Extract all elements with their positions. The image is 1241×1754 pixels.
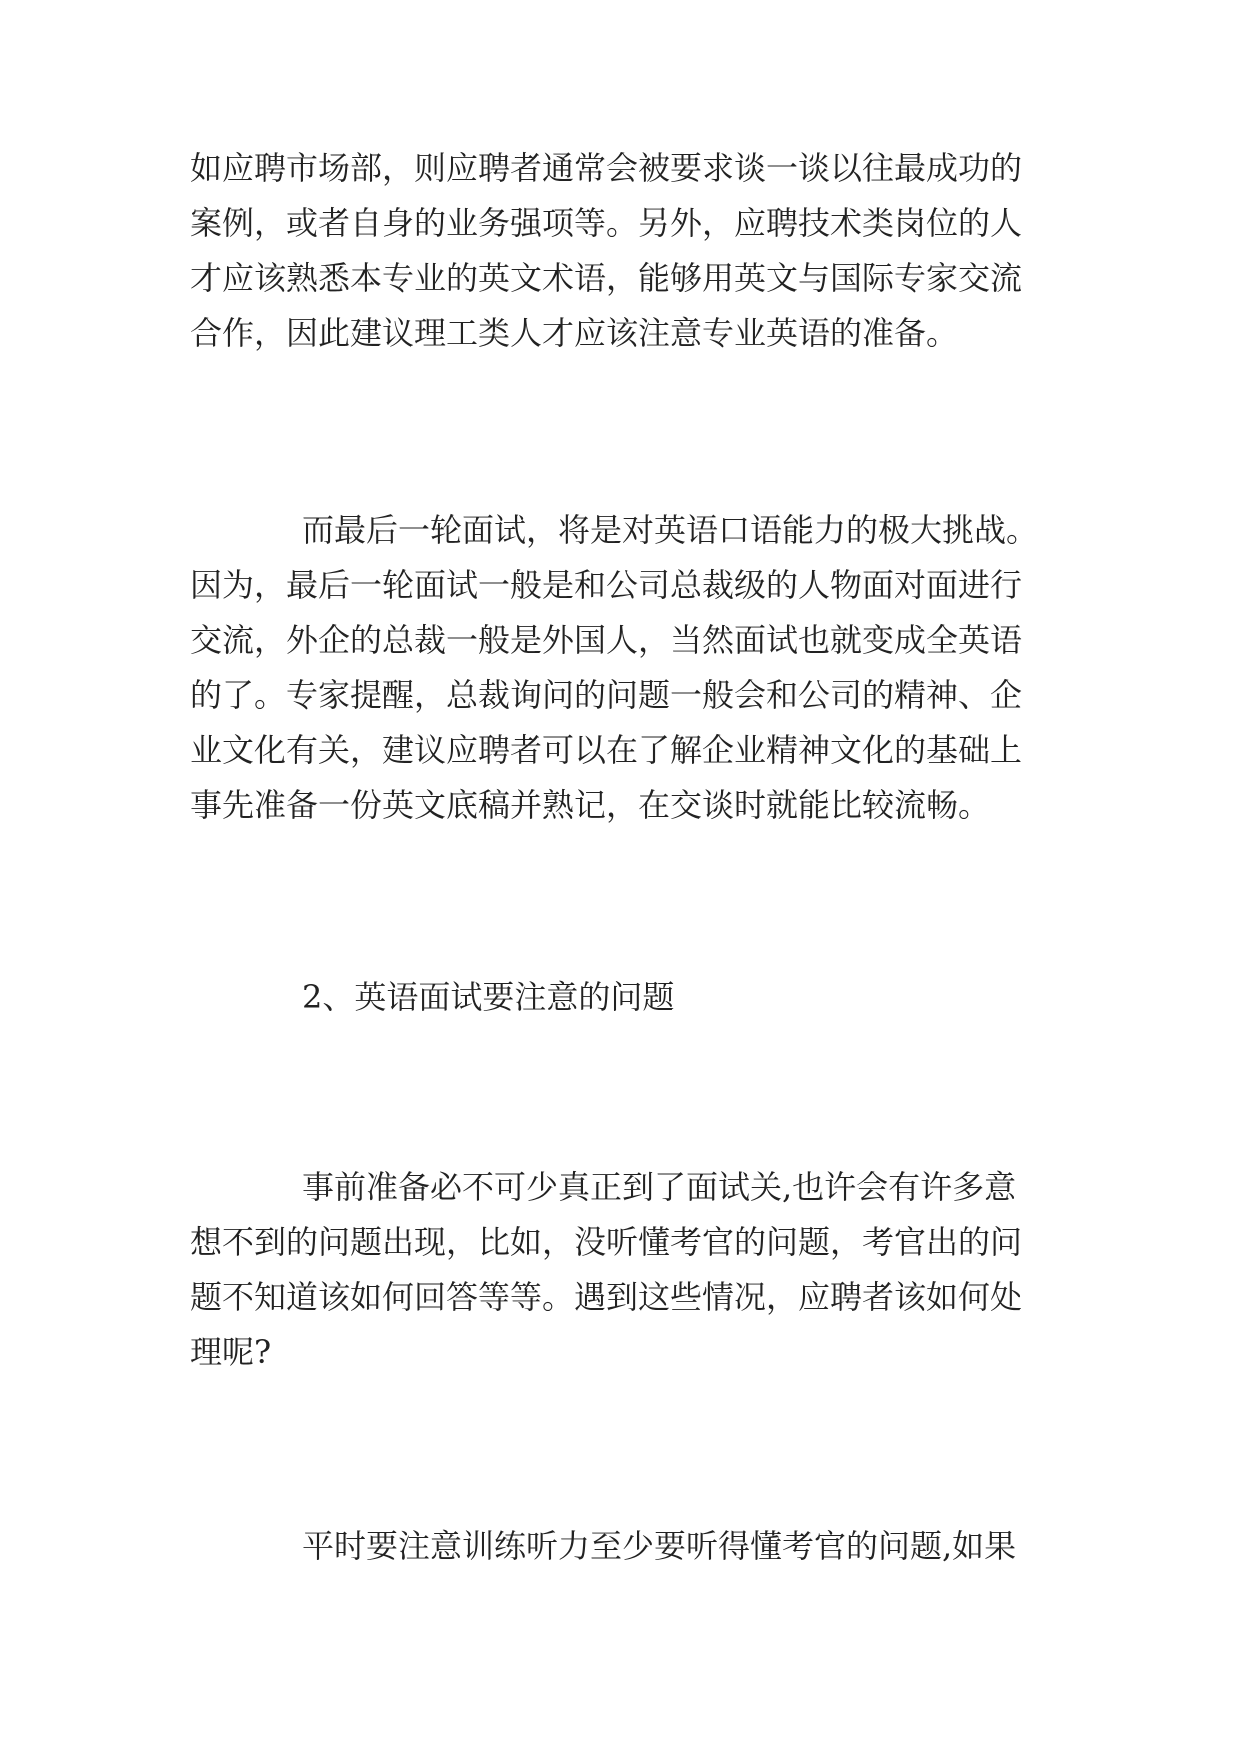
paragraph-4-line-1: 平时要注意训练听力至少要听得懂考官的问题,如果 — [302, 1527, 1017, 1565]
paragraph-2-line-1: 而最后一轮面试，将是对英语口语能力的极大挑战。 — [302, 511, 1039, 549]
paragraph-1-line-4: 合作，因此建议理工类人才应该注意专业英语的准备。 — [190, 314, 959, 352]
paragraph-2-line-6: 事先准备一份英文底稿并熟记，在交谈时就能比较流畅。 — [190, 786, 991, 824]
paragraph-2-line-5: 业文化有关，建议应聘者可以在了解企业精神文化的基础上 — [190, 731, 1023, 769]
paragraph-3-line-3: 题不知道该如何回答等等。遇到这些情况，应聘者该如何处 — [190, 1278, 1023, 1316]
paragraph-1-line-2: 案例，或者自身的业务强项等。另外，应聘技术类岗位的人 — [190, 204, 1023, 242]
paragraph-3-line-2: 想不到的问题出现，比如，没听懂考官的问题，考官出的问 — [190, 1223, 1023, 1261]
paragraph-3-line-1: 事前准备必不可少真正到了面试关,也许会有许多意 — [302, 1168, 1017, 1206]
paragraph-1-line-3: 才应该熟悉本专业的英文术语，能够用英文与国际专家交流 — [190, 259, 1023, 297]
paragraph-1-line-1: 如应聘市场部，则应聘者通常会被要求谈一谈以往最成功的 — [190, 149, 1023, 187]
paragraph-2-line-3: 交流，外企的总裁一般是外国人，当然面试也就变成全英语 — [190, 621, 1023, 659]
paragraph-3-line-4: 理呢? — [190, 1333, 272, 1371]
paragraph-2-line-4: 的了。专家提醒，总裁询问的问题一般会和公司的精神、企 — [190, 676, 1023, 714]
paragraph-2-line-2: 因为，最后一轮面试一般是和公司总裁级的人物面对面进行 — [190, 566, 1023, 604]
section-heading: 2、英语面试要注意的问题 — [302, 978, 675, 1016]
